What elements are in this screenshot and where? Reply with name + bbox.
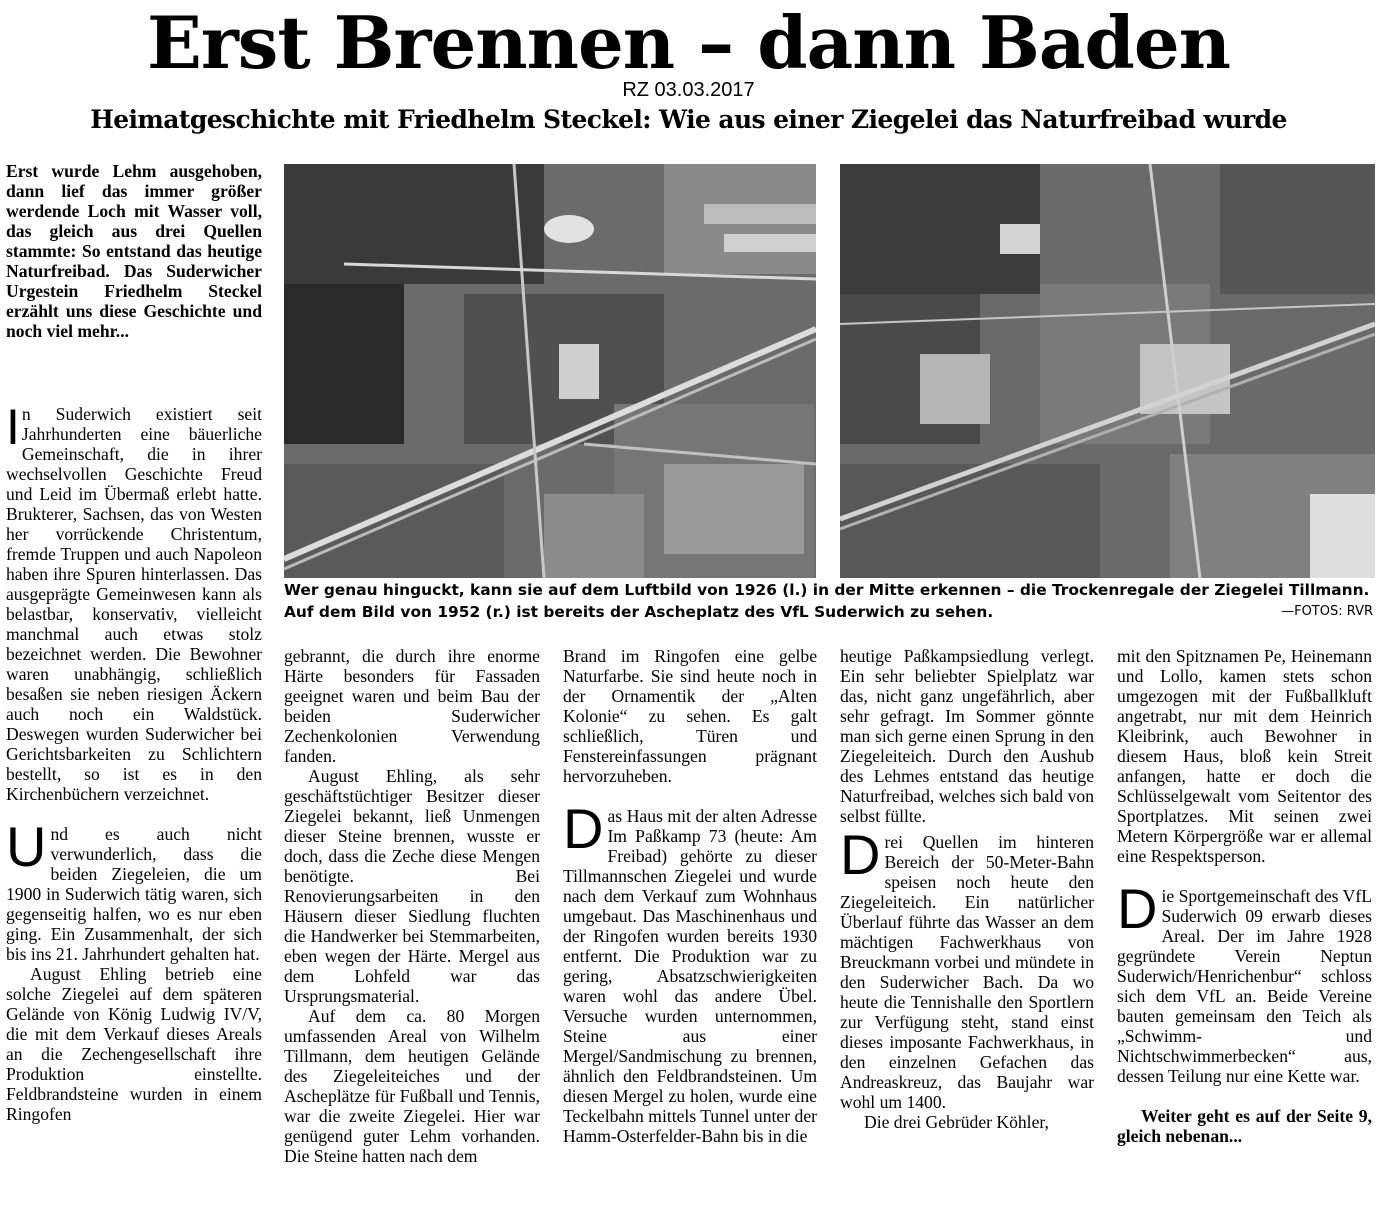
photo-credit: —FOTOS: RVR xyxy=(1281,604,1373,619)
drop-cap: D xyxy=(840,823,881,886)
photo-caption: Wer genau hinguckt, kann sie auf dem Luftbild von 1926 (l.) in der Mitte erkennen – die Trockenregale der Ziegelei Tillmann. Auf dem Bild von 1952 (r.) ist bereits der Ascheplatz des VfL Suderwich zu sehen. xyxy=(284,581,1370,621)
paragraph: heutige Paßkampsiedlung verlegt. Ein sehr beliebter Spielplatz war das, nicht ganz ungefährlich, aber sehr gefragt. Im Sommer gönnte man sich gerne einen Sprung in den Ziegeleiteich. Durch den Aushub des Lehmes entstand das heutige Naturfreibad, welches sich bald von selbst füllte. xyxy=(840,646,1094,826)
paragraph-text: ie Sportgemeinschaft des VfL Suderwich 09 erwarb dieses Areal. Der im Jahre 1928 gegründete Verein Neptun Suderwich/Henrichenbur“ schloss sich dem VfL an. Beide Vereine bauten gemeinsam den Teich als „Schwimm- und Nichtschwimmerbecken“ aus, dessen Teilung nur eine Kette war. xyxy=(1117,886,1372,1086)
paragraph-text: as Haus mit der alten Adresse Im Paßkamp 73 (heute: Am Freibad) gehörte zu dieser Tillmannschen Ziegelei und wurde nach dem Verkauf zum Wohnhaus umgebaut. Das Maschinenhaus und der Ringofen wurden bereits 1930 entfernt. Die Produktion war zu gering, Absatzschwierigkeiten waren wohl das andere Übel. Versuche wurden unternommen, Steine aus einer Mergel/Sandmischung zu brennen, ähnlich den Feldbrandsteinen. Um diesen Mergel zu holen, wurde eine Teckelbahn mittels Tunnel unter der Hamm-Osterfelder-Bahn bis in die xyxy=(563,806,817,1146)
drop-cap: I xyxy=(6,404,20,455)
paragraph: Auf dem ca. 80 Morgen umfassenden Areal von Wilhelm Tillmann, dem heutigen Gelände des Ziegeleiteiches und der Ascheplätze für Fußball und Tennis, war die zweite Ziegelei. Hier war genügend guter Lehm vorhanden. Die Steine hatten nach dem xyxy=(284,1006,540,1166)
paragraph: August Ehling betrieb eine solche Ziegelei auf dem späteren Gelände von König Ludwig IV/V, die mit dem Verkauf dieses Areals an die Zechengesellschaft ihre Produktion einstellte. Feldbrandsteine wurden in einem Ringofen xyxy=(6,964,262,1124)
headline: Erst Brennen – dann Baden xyxy=(146,0,1231,85)
paragraph: Die drei Gebrüder Köhler, xyxy=(864,1112,1049,1132)
paragraph xyxy=(1117,877,1372,1086)
drop-cap: U xyxy=(6,815,47,878)
paragraph xyxy=(563,797,817,1146)
paragraph xyxy=(6,815,262,964)
column-5 xyxy=(1117,646,1372,1210)
drop-cap: D xyxy=(1117,877,1158,940)
subheadline: Heimatgeschichte mit Friedhelm Steckel: Wie aus einer Ziegelei das Naturfreibad wurde xyxy=(90,105,1287,134)
aerial-photo-1926-image xyxy=(284,164,816,578)
paragraph-text: rei Quellen im hinteren Bereich der 50-Meter-Bahn speisen noch heute den Ziegeleiteich. Ein natürlicher Überlauf führte das Wasser an dem mächtigen Fachwerkhaus von Breuckmann vorbei und mündete in den Suderwicher Bach. Da wo heute die Tennishalle den Sportlern zur Verfügung steht, stand einst dieses imposante Fachwerkhaus, in den einzelnen Gefachen das Andreaskreuz, das Baujahr war wohl um 1400. xyxy=(840,832,1094,1112)
aerial-photo-1952-image xyxy=(840,164,1375,578)
paragraph xyxy=(840,823,1094,1112)
paragraph-text: n Suderwich existiert seit Jahrhunderten eine bäuerliche Gemeinschaft, die in ihrer wechselvollen Geschichte Freud und Leid im Übermaß erlebt hatte. Brukterer, Sachsen, das von Westen her vorrückende Christentum, fremde Truppen und auch Napoleon haben ihre Spuren hinterlassen. Das ausgeprägte Gemeinwesen kann als belastbar, konservativ, vielleicht manchmal auch etwas stolz bezeichnet werden. Die Bewohner waren unabhängig, schließlich besaßen sie neben riesigen Äckern auch noch ein Waldstück. Deswegen wurden Suderwicher bei Gerichtsbarkeiten zu Schlichtern bestellt, so ist es in den Kirchenbüchern verzeichnet. xyxy=(6,404,262,804)
lead-text: Erst wurde Lehm ausgehoben, dann lief das immer größer werdende Loch mit Wasser voll, das gleich aus drei Quellen stammte: So entstand das heutige Naturfreibad. Das Suderwicher Urgestein Friedhelm Steckel erzählt uns diese Geschichte und noch viel mehr... xyxy=(6,161,262,341)
drop-cap: D xyxy=(563,797,604,860)
continuation-note: Weiter geht es auf der Seite 9, gleich nebenan... xyxy=(1117,1106,1372,1146)
column-4 xyxy=(840,646,1094,1210)
dateline: RZ 03.03.2017 xyxy=(622,79,755,101)
column-1 xyxy=(6,404,262,1210)
paragraph: mit den Spitznamen Pe, Heinemann und Lollo, kamen stets schon umgezogen mit der Fußballkluft angetrabt, nur mit dem Heinrich Kleibrink, auch Bewohner in diesem Haus, bloß kein Streit anfangen, hatte er doch die Schlüsselgewalt vom Seitentor des Sportplatzes. Mit seinen zwei Metern Körpergröße war er allemal eine Respektsperson. xyxy=(1117,646,1372,866)
paragraph xyxy=(6,404,262,804)
paragraph: gebrannt, die durch ihre enorme Härte besonders für Fassaden geeignet waren und beim Bau der beiden Suderwicher Zechenkolonien Verwendung fanden. xyxy=(284,646,540,766)
column-3 xyxy=(563,646,817,1210)
lead-paragraph xyxy=(6,161,262,393)
paragraph: August Ehling, als sehr geschäftstüchtiger Besitzer dieser Ziegelei bekannt, ließ Unmengen dieser Steine brennen, wusste er doch, dass die Zeche diese Mengen benötigte. Bei Renovierungsarbeiten in den Häusern dieser Siedlung fluchten die Handwerker bei Stemmarbeiten, eben wegen der Härte. Mergel aus dem Lohfeld war das Ursprungsmaterial. xyxy=(284,766,540,1006)
column-2 xyxy=(284,646,540,1210)
aerial-photo-1952 xyxy=(840,164,1375,578)
aerial-photo-1926 xyxy=(284,164,816,578)
paragraph: Brand im Ringofen eine gelbe Naturfarbe. Sie sind heute noch in der Ornamentik der „Alten Kolonie“ zu sehen. Es galt schließlich, Türen und Fenstereinfassungen prägnant hervorzuheben. xyxy=(563,646,817,786)
paragraph-text: nd es auch nicht verwunderlich, dass die beiden Ziegeleien, die um 1900 in Suderwich tätig waren, sich gegenseitig halfen, wo es nur eben ging. Ein Zusammenhalt, der sich bis ins 21. Jahrhundert gehalten hat. xyxy=(6,824,262,964)
